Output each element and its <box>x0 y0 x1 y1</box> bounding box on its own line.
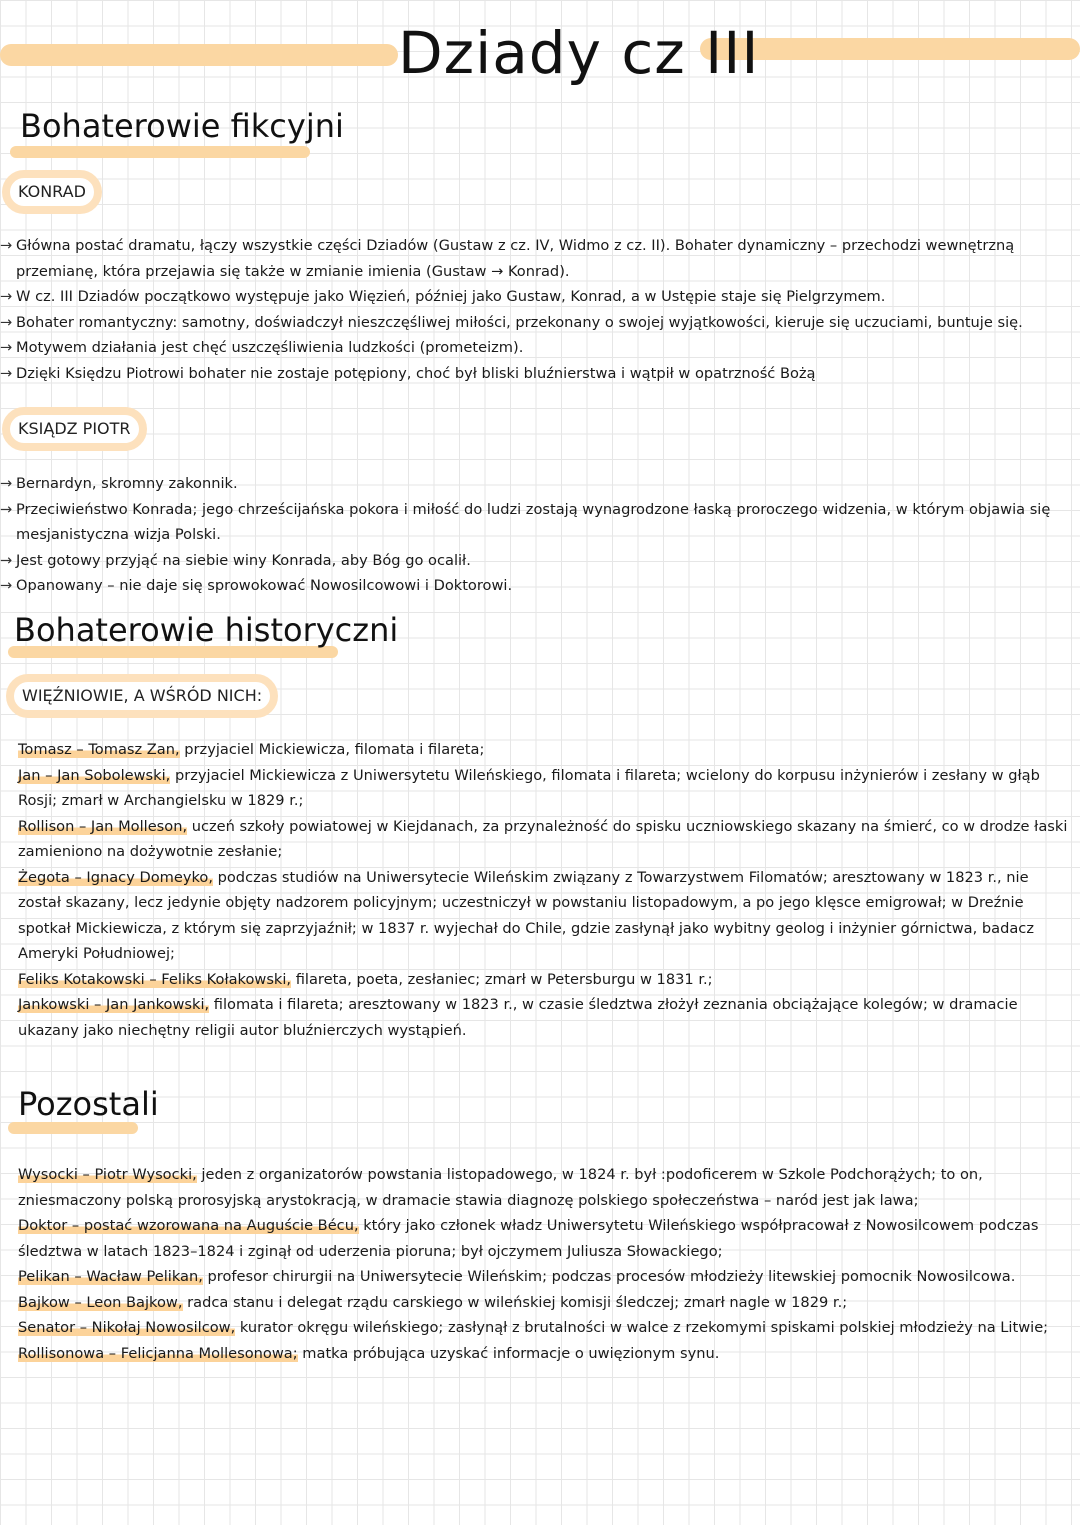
entry-name: Jankowski – Jan Jankowski, <box>18 996 210 1013</box>
list-item: Wysocki – Piotr Wysocki, jeden z organizatorów powstania listopadowego, w 1824 r. był :podoficerem w Szkole Podchorążych; to on, zniesmaczony polską prorosyjską arystokracją, w dramacie stawia diagnozę polskiego społeczeństwa – naród jest jak lawa; <box>18 1166 983 1209</box>
entry-name: Senator – Nikołaj Nowosilcow, <box>18 1319 236 1336</box>
entry-name: Doktor – postać wzorowana na Auguście Bécu, <box>18 1217 359 1234</box>
entry-name: Żegota – Ignacy Domeyko, <box>18 868 213 886</box>
list-item: → Przeciwieństwo Konrada; jego chrześcijańska pokora i miłość do ludzi zostają wynagrodzone łaską proroczego widzenia, w którym objawia się mesjanistyczna wizja Polski. <box>0 497 1075 548</box>
section-heading-others: Pozostali <box>18 1085 159 1123</box>
list-item: Tomasz – Tomasz Zan, przyjaciel Mickiewicza, filomata i filareta; <box>18 741 485 758</box>
list-item: → Główna postać dramatu, łączy wszystkie części Dziadów (Gustaw z cz. IV, Widmo z cz. II). Bohater dynamiczny – przechodzi wewnętrzną przemianę, która przejawia się także w zmianie imienia (Gustaw → Konrad). <box>0 233 1075 284</box>
konrad-bullets <box>0 233 1075 386</box>
entry-name: Feliks Kotakowski – Feliks Kołakowski, <box>18 970 292 988</box>
arrow-icon: → <box>0 551 13 569</box>
list-item: Jan – Jan Sobolewski, przyjaciel Mickiewicza z Uniwersytetu Wileńskiego, filomata i filareta; wcielony do korpusu inżynierów i zesłany w głąb Rosji; zmarł w Archangielsku w 1829 r.; <box>18 766 1040 809</box>
arrow-icon: → <box>0 475 13 492</box>
others-entries <box>18 1162 1075 1366</box>
list-item: Doktor – postać wzorowana na Auguście Bécu, który jako członek władz Uniwersytetu Wileńskiego współpracował z Nowosilcowem podczas śledztwa w latach 1823–1824 i zginął od uderzenia pioruna; był ojczymem Juliusza Słowackiego; <box>18 1217 1039 1260</box>
piotr-bullets <box>0 471 1075 599</box>
list-item: → Jest gotowy przyjąć na siebie winy Konrada, aby Bóg go ocalił. <box>0 548 1075 574</box>
entry-name: Tomasz – Tomasz Zan, <box>18 741 180 758</box>
arrow-icon: → <box>0 500 13 518</box>
title-decor-left <box>0 44 398 66</box>
list-item: Senator – Nikołaj Nowosilcow, kurator okręgu wileńskiego; zasłynął z brutalności w walce z rzekomymi spiskami polskiej młodzieży na Litwie; <box>18 1319 1049 1336</box>
heading-underline <box>10 146 310 158</box>
list-item: Rollison – Jan Molleson, uczeń szkoły powiatowej w Kiejdanach, za przynależność do spisku uczniowskiego skazany na śmierć, co w drodze łaski zamieniono na dożywotnie zesłanie; <box>18 817 1068 860</box>
arrow-icon: → <box>0 313 13 331</box>
arrow-icon: → <box>0 364 13 382</box>
list-item: → Bohater romantyczny: samotny, doświadczył nieszczęśliwej miłości, przekonany o swojej wyjątkowości, kieruje się uczuciami, buntuje się. <box>0 310 1075 336</box>
list-item: → Bernardyn, skromny zakonnik. <box>0 471 1075 497</box>
entry-name: Rollisonowa – Felicjanna Mollesonowa; <box>18 1344 298 1362</box>
list-item: Feliks Kotakowski – Feliks Kołakowski, filareta, poeta, zesłaniec; zmarł w Petersburgu w 1831 r.; <box>18 970 713 988</box>
label-konrad: KONRAD <box>2 170 102 214</box>
section-heading-historical: Bohaterowie historyczni <box>14 611 399 649</box>
entry-name: Bajkow – Leon Bajkow, <box>18 1293 183 1311</box>
list-item: Rollisonowa – Felicjanna Mollesonowa; matka próbująca uzyskać informacje o uwięzionym synu. <box>18 1344 720 1362</box>
list-item: → Motywem działania jest chęć uszczęśliwienia ludzkości (prometeizm). <box>0 335 1075 361</box>
arrow-icon: → <box>0 577 13 594</box>
entry-name: Jan – Jan Sobolewski, <box>18 766 171 784</box>
label-ksiadz-piotr: KSIĄDZ PIOTR <box>2 407 147 451</box>
list-item: Pelikan – Wacław Pelikan, profesor chirurgii na Uniwersytecie Wileńskim; podczas procesów młodzieży litewskiej pomocnik Nowosilcowa. <box>18 1268 1016 1285</box>
list-item: → W cz. III Dziadów początkowo występuje jako Więzień, później jako Gustaw, Konrad, a w Ustępie staje się Pielgrzymem. <box>0 284 1075 310</box>
list-item: → Dzięki Księdzu Piotrowi bohater nie zostaje potępiony, choć był bliski bluźnierstwa i wątpił w opatrzność Bożą <box>0 361 1075 387</box>
entry-name: Wysocki – Piotr Wysocki, <box>18 1166 197 1183</box>
list-item: Żegota – Ignacy Domeyko, podczas studiów na Uniwersytecie Wileńskim związany z Towarzystwem Filomatów; aresztowany w 1823 r., nie został skazany, lecz jedynie objęty nadzorem policyjnym; uczestniczył w powstaniu listopadowym, a po jego klęsce emigrował; w Dreźnie spotkał Mickiewicza, z którym się zaprzyjaźnił; w 1837 r. wyjechał do Chile, gdzie zasłynął jako wybitny geolog i inżynier górnictwa, badacz Ameryki Południowej; <box>18 868 1034 962</box>
page-title: Dziady cz III <box>398 19 760 87</box>
section-heading-fictional: Bohaterowie fikcyjni <box>20 107 344 145</box>
arrow-icon: → <box>0 288 13 305</box>
label-prisoners: WIĘŹNIOWIE, A WŚRÓD NICH: <box>6 674 278 718</box>
historical-entries <box>18 737 1075 1043</box>
list-item: → Opanowany – nie daje się sprowokować Nowosilcowowi i Doktorowi. <box>0 573 1075 599</box>
entry-name: Rollison – Jan Molleson, <box>18 817 188 835</box>
entry-name: Pelikan – Wacław Pelikan, <box>18 1268 203 1285</box>
arrow-icon: → <box>0 339 13 356</box>
list-item: Bajkow – Leon Bajkow, radca stanu i delegat rządu carskiego w wileńskiej komisji śledczej; zmarł nagle w 1829 r.; <box>18 1293 848 1311</box>
arrow-icon: → <box>0 237 13 254</box>
list-item: Jankowski – Jan Jankowski, filomata i filareta; aresztowany w 1823 r., w czasie śledztwa złożył zeznania obciążające kolegów; w dramacie ukazany jako niechętny religii autor bluźnierczych wystąpień. <box>18 996 1018 1039</box>
